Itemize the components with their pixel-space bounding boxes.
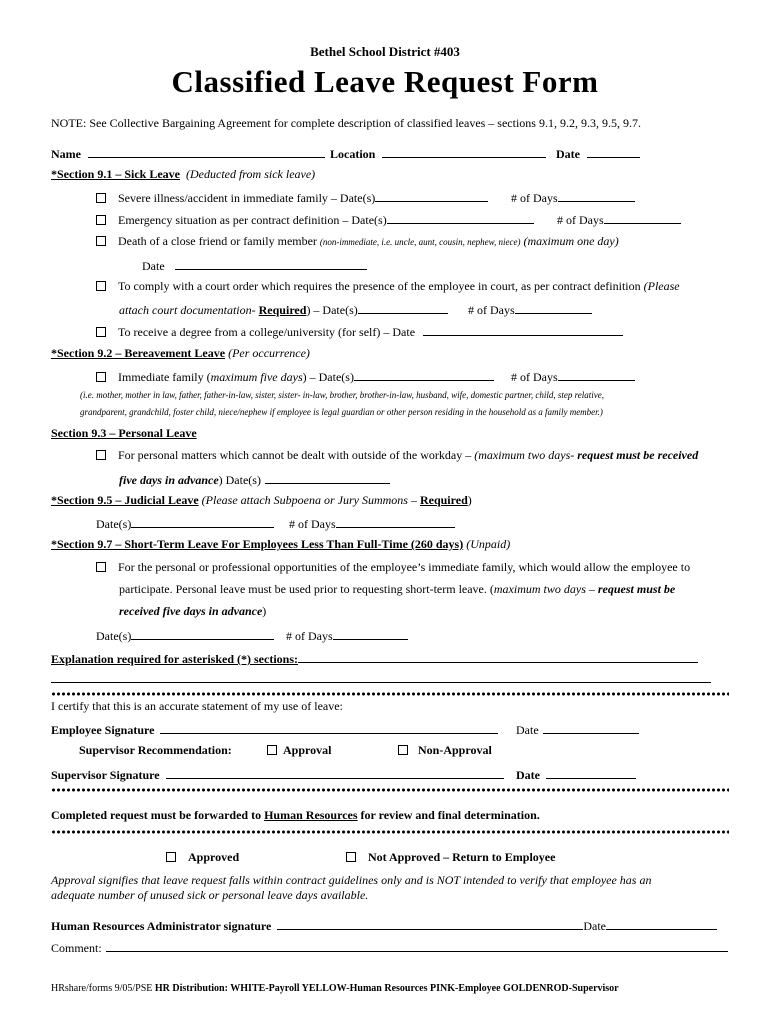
hr-admin-signature-row — [51, 917, 717, 934]
sick-item-4-line2 — [119, 301, 448, 318]
days-label: # of Days — [289, 517, 336, 531]
sick-item-2 — [96, 211, 534, 228]
date-field[interactable] — [175, 257, 367, 270]
bereavement-note: (Per occurrence) — [228, 346, 310, 360]
location-label: Location — [330, 147, 376, 161]
days-field[interactable] — [558, 368, 635, 381]
human-resources-label: Human Resources — [264, 808, 358, 822]
explanation-label: Explanation required for asterisked (*) sections: — [51, 652, 299, 666]
dates-label: Date(s) — [96, 629, 132, 643]
footer-code: HRshare/forms 9/05/PSE — [51, 983, 153, 994]
date-label: Date — [142, 259, 165, 273]
personal-item-1-line2 — [119, 471, 390, 488]
days-label: # of Days — [468, 303, 515, 317]
shortterm-dates — [96, 627, 274, 644]
date-label: Date — [556, 147, 580, 161]
personal-item-label: For personal matters which cannot be dealt with outside of the workday – — [118, 448, 472, 462]
employee-date-row — [516, 721, 639, 738]
personal-max: (maximum two days- — [474, 448, 575, 462]
name-label: Name — [51, 147, 81, 161]
checkbox[interactable] — [398, 745, 408, 755]
judicial-close: ) — [467, 493, 472, 507]
sick-item-4-days — [468, 301, 592, 318]
sick-item-4-dates-label: ) – Date(s) — [306, 303, 358, 317]
approval-option[interactable] — [267, 743, 331, 758]
days-field[interactable] — [515, 301, 592, 314]
date-field[interactable] — [423, 323, 623, 336]
shortterm-note: (Unpaid) — [466, 537, 511, 551]
shortterm-max: maximum two days – — [493, 582, 595, 596]
required-label: Required — [258, 303, 307, 317]
supervisor-signature-row — [51, 766, 504, 783]
days-label: # of Days — [557, 213, 604, 227]
footer-distribution: HR Distribution: WHITE-Payroll YELLOW-Human Resources PINK-Employee GOLDENROD-Supervisor — [154, 983, 619, 994]
days-label: # of Days — [286, 629, 333, 643]
employee-signature-row — [51, 721, 498, 738]
bereavement-heading — [51, 346, 310, 361]
bereavement-title: *Section 9.2 – Bereavement Leave — [51, 346, 226, 360]
date-field[interactable] — [546, 766, 636, 779]
sick-item-3-date — [142, 257, 367, 274]
employee-signature-label: Employee Signature — [51, 723, 155, 737]
hr-not-approved-option[interactable] — [346, 850, 555, 865]
sick-item-4-doc: attach court documentation- — [119, 303, 256, 317]
required-label: Required — [419, 493, 468, 507]
disclaimer-line-2: adequate number of unused sick or personal leave days available. — [51, 888, 369, 902]
judicial-heading — [51, 493, 472, 508]
date-label: Date — [516, 768, 540, 782]
dates-field[interactable] — [358, 301, 448, 314]
dates-field[interactable] — [354, 368, 494, 381]
bereavement-note-2: grandparent, grandchild, foster child, niece/nephew if employee is legal guardian or other person residing in the household as a family member.) — [80, 407, 603, 417]
checkbox[interactable] — [96, 193, 106, 203]
days-field[interactable] — [333, 627, 408, 640]
sick-item-3-max: (maximum one day) — [523, 234, 619, 248]
judicial-dates — [96, 515, 274, 532]
supervisor-date-row — [516, 766, 636, 783]
hr-not-approved-label: Not Approved – Return to Employee — [368, 850, 556, 864]
date-field[interactable] — [606, 917, 717, 930]
judicial-title: *Section 9.5 – Judicial Leave — [51, 493, 199, 507]
non-approval-label: Non-Approval — [418, 743, 492, 757]
comment-label: Comment: — [51, 941, 102, 955]
bereavement-item-1 — [96, 368, 494, 385]
divider — [51, 830, 729, 834]
sick-item-4 — [96, 279, 680, 294]
sick-item-1 — [96, 189, 488, 206]
shortterm-request: request must be — [597, 582, 676, 596]
dates-label: Date(s) — [96, 517, 132, 531]
explanation-field-2[interactable] — [51, 682, 711, 683]
days-field[interactable] — [604, 211, 681, 224]
sick-item-1-days — [511, 189, 635, 206]
checkbox[interactable] — [96, 281, 106, 291]
judicial-note: (Please attach Subpoena or Jury Summons – — [201, 493, 417, 507]
name-field[interactable] — [88, 145, 325, 158]
sick-leave-title: *Section 9.1 – Sick Leave — [51, 167, 180, 181]
disclaimer-line-1: Approval signifies that leave request falls within contract guidelines only and is NOT intended to verify that employee has an — [51, 873, 652, 887]
date-label: Date — [583, 919, 606, 933]
shortterm-days — [286, 627, 408, 644]
bereavement-item-label: Immediate family ( — [118, 370, 211, 384]
forward-text-b: for review and final determination. — [360, 808, 540, 822]
sick-item-5 — [96, 323, 623, 340]
dates-field[interactable] — [131, 627, 274, 640]
bereavement-note-1: (i.e. mother, mother in law, father, father-in-law, sister, sister- in-law, brother, brother-in-law, husband, wife, domestic partner, child, step relative, — [80, 390, 605, 400]
personal-dates-label: ) Date(s) — [218, 473, 261, 487]
judicial-days — [289, 515, 455, 532]
explanation-row — [51, 650, 698, 667]
checkbox[interactable] — [267, 745, 277, 755]
checkbox[interactable] — [96, 215, 106, 225]
sick-item-3-label: Death of a close friend or family member — [118, 234, 317, 248]
days-field[interactable] — [336, 515, 455, 528]
sick-item-4-note: (Please — [643, 279, 680, 293]
location-field[interactable] — [382, 145, 546, 158]
checkbox[interactable] — [96, 236, 106, 246]
shortterm-participate: participate. Personal leave must be used prior to requesting short-term leave. ( — [119, 582, 494, 596]
days-label: # of Days — [511, 191, 558, 205]
divider — [51, 692, 729, 696]
date-row — [556, 145, 640, 162]
shortterm-heading — [51, 537, 510, 552]
explanation-field[interactable] — [298, 650, 698, 663]
bereavement-dates-label: ) – Date(s) — [302, 370, 354, 384]
sick-item-2-days — [557, 211, 681, 228]
footer — [51, 983, 619, 994]
checkbox[interactable] — [96, 327, 106, 337]
sick-item-3-note: (non-immediate, i.e. uncle, aunt, cousin, nephew, niece) — [319, 237, 521, 247]
identity-row — [51, 145, 325, 162]
hr-approved-label: Approved — [188, 850, 240, 864]
form-title: Classified Leave Request Form — [171, 64, 599, 99]
sick-item-1-label: Severe illness/accident in immediate family – Date(s) — [118, 191, 376, 205]
personal-item-1 — [96, 448, 698, 463]
checkbox[interactable] — [166, 852, 176, 862]
dates-field[interactable] — [131, 515, 274, 528]
days-field[interactable] — [558, 189, 635, 202]
comment-field[interactable] — [106, 939, 728, 952]
shortterm-item-1 — [96, 560, 690, 575]
supervisor-recommendation-label: Supervisor Recommendation: — [79, 743, 232, 757]
location-row — [330, 145, 546, 162]
supervisor-signature-field[interactable] — [166, 766, 504, 779]
personal-request-note: request must be received — [577, 448, 699, 462]
hr-admin-signature-field[interactable] — [277, 917, 583, 930]
shortterm-line2 — [119, 582, 675, 597]
hr-approved-option[interactable] — [166, 850, 239, 865]
sick-item-4-label: To comply with a court order which requires the presence of the employee in court, as per contract definition — [118, 279, 641, 293]
shortterm-title: *Section 9.7 – Short-Term Leave For Employees Less Than Full-Time (260 days) — [51, 537, 464, 551]
hr-admin-signature-label: Human Resources Administrator signature — [51, 919, 272, 933]
personal-leave-title: Section 9.3 – Personal Leave — [51, 426, 197, 440]
personal-advance-note: five days in advance — [119, 473, 219, 487]
days-label: # of Days — [511, 370, 558, 384]
dates-field[interactable] — [265, 471, 390, 484]
checkbox[interactable] — [96, 372, 106, 382]
certify-statement: I certify that this is an accurate statement of my use of leave: — [51, 699, 343, 713]
date-field[interactable] — [587, 145, 640, 158]
sick-leave-note: (Deducted from sick leave) — [186, 167, 316, 181]
checkbox[interactable] — [96, 562, 106, 572]
district-name: Bethel School District #403 — [310, 44, 460, 59]
approval-label: Approval — [283, 743, 332, 757]
sick-item-2-label: Emergency situation as per contract definition – Date(s) — [118, 213, 387, 227]
checkbox[interactable] — [346, 852, 356, 862]
sick-item-3 — [96, 234, 619, 249]
sick-leave-heading — [51, 167, 315, 182]
forward-instructions — [51, 808, 540, 823]
supervisor-signature-label: Supervisor Signature — [51, 768, 160, 782]
checkbox[interactable] — [96, 450, 106, 460]
forward-text-a: Completed request must be forwarded to — [51, 808, 262, 822]
employee-signature-field[interactable] — [160, 721, 498, 734]
dates-field[interactable] — [375, 189, 488, 202]
bereavement-max: maximum five days — [210, 370, 303, 384]
shortterm-advance: received five days in advance — [119, 604, 263, 618]
non-approval-option[interactable] — [398, 743, 492, 758]
comment-row — [51, 939, 728, 956]
date-field[interactable] — [543, 721, 639, 734]
shortterm-item-label: For the personal or professional opportunities of the employee’s immediate family, which would allow the employee to — [118, 560, 691, 574]
bereavement-days — [511, 368, 635, 385]
sick-item-5-label: To receive a degree from a college/university (for self) – Date — [118, 325, 416, 339]
date-label: Date — [516, 723, 539, 737]
shortterm-close: ) — [262, 604, 267, 618]
divider — [51, 788, 729, 792]
shortterm-line3 — [119, 604, 266, 619]
dates-field[interactable] — [387, 211, 534, 224]
note: NOTE: See Collective Bargaining Agreement for complete description of classified leaves – sections 9.1, 9.2, 9.3, 9.5, 9.7. — [51, 116, 641, 130]
